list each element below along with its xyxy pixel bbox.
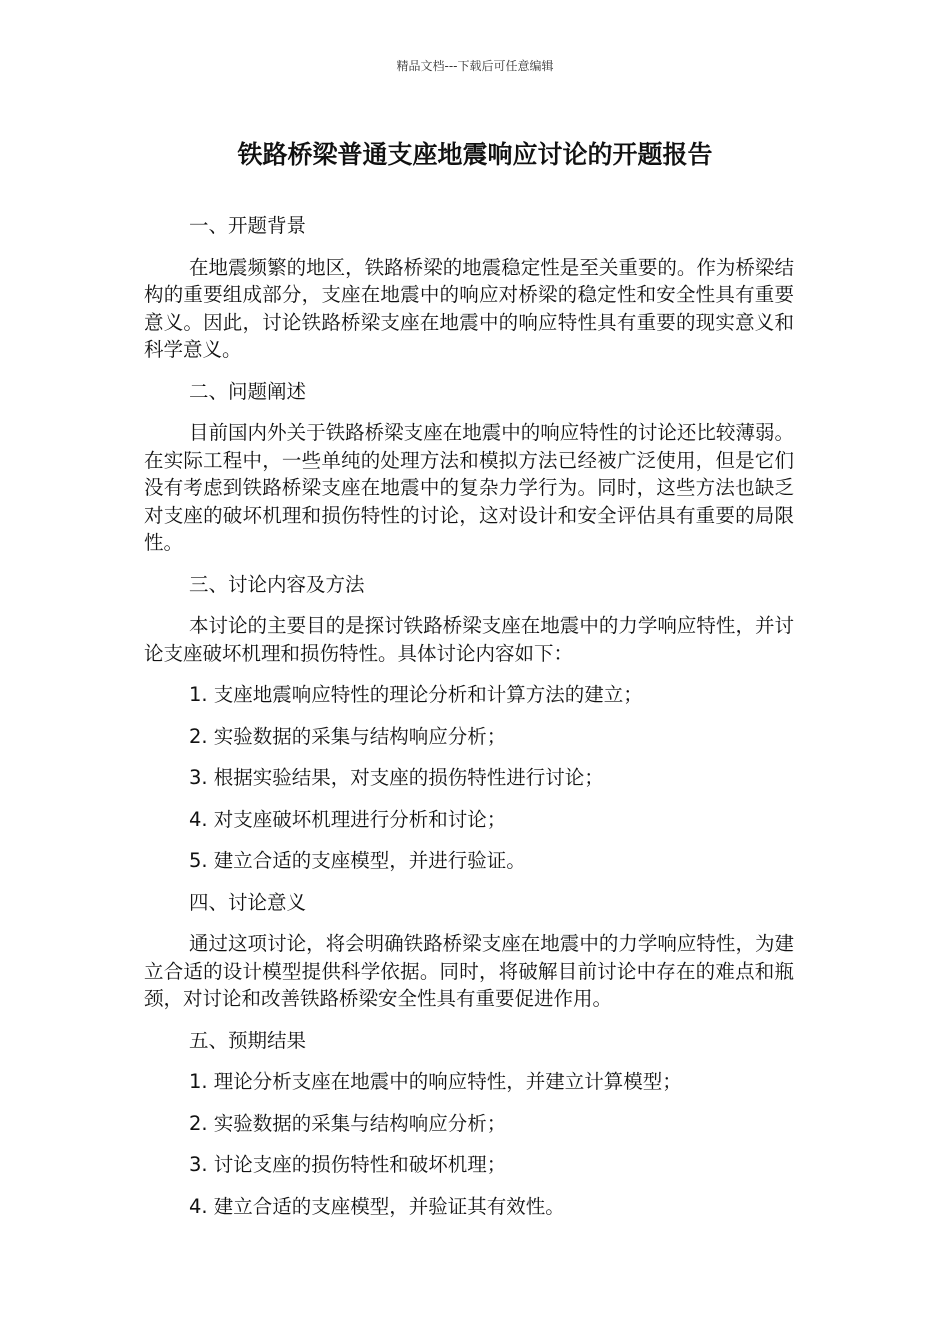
document-body (144, 212, 794, 1234)
list-item: 4. 对支座破坏机理进行分析和讨论； (189, 807, 507, 831)
list-item: 4. 建立合适的支座模型，并验证其有效性。 (189, 1194, 565, 1218)
paragraph: 在地震频繁的地区，铁路桥梁的地震稳定性是至关重要的。作为桥梁结构的重要组成部分，支座在地震中的响应对桥梁的稳定性和安全性具有重要意义。因此，讨论铁路桥梁支座在地震中的响应特性具有重要的现实意义和科学意义。 (144, 255, 794, 361)
list-item: 3. 讨论支座的损伤特性和破坏机理； (189, 1153, 507, 1176)
section-heading: 五、预期结果 (189, 1028, 307, 1052)
list-item: 1. 支座地震响应特性的理论分析和计算方法的建立； (189, 683, 643, 706)
paragraph: 通过这项讨论，将会明确铁路桥梁支座在地震中的力学响应特性，为建立合适的设计模型提供科学依据。同时，将破解目前讨论中存在的难点和瓶颈，对讨论和改善铁路桥梁安全性具有重要促进作用。 (144, 932, 794, 1010)
section-heading: 二、问题阐述 (189, 379, 307, 403)
list-item: 2. 实验数据的采集与结构响应分析； (189, 1111, 507, 1135)
list-item: 2. 实验数据的采集与结构响应分析； (189, 724, 507, 748)
page-header: 精品文档---下载后可任意编辑 (396, 59, 554, 73)
section-heading: 一、开题背景 (189, 214, 307, 237)
list-item: 3. 根据实验结果，对支座的损伤特性进行讨论； (189, 766, 604, 789)
paragraph: 本讨论的主要目的是探讨铁路桥梁支座在地震中的力学响应特性，并讨论支座破坏机理和损伤特性。具体讨论内容如下： (144, 614, 794, 665)
paragraph: 目前国内外关于铁路桥梁支座在地震中的响应特性的讨论还比较薄弱。在实际工程中，一些单纯的处理方法和模拟方法已经被广泛使用，但是它们没有考虑到铁路桥梁支座在地震中的复杂力学行为。同时，这些方法也缺乏对支座的破坏机理和损伤特性的讨论，这对设计和安全评估具有重要的局限性。 (144, 421, 794, 554)
list-item: 1. 理论分析支座在地震中的响应特性，并建立计算模型； (189, 1070, 682, 1093)
section-heading: 四、讨论意义 (189, 890, 307, 914)
list-item: 5. 建立合适的支座模型，并进行验证。 (189, 849, 526, 872)
section-heading: 三、讨论内容及方法 (189, 572, 365, 596)
document-title: 铁路桥梁普通支座地震响应讨论的开题报告 (237, 140, 713, 169)
